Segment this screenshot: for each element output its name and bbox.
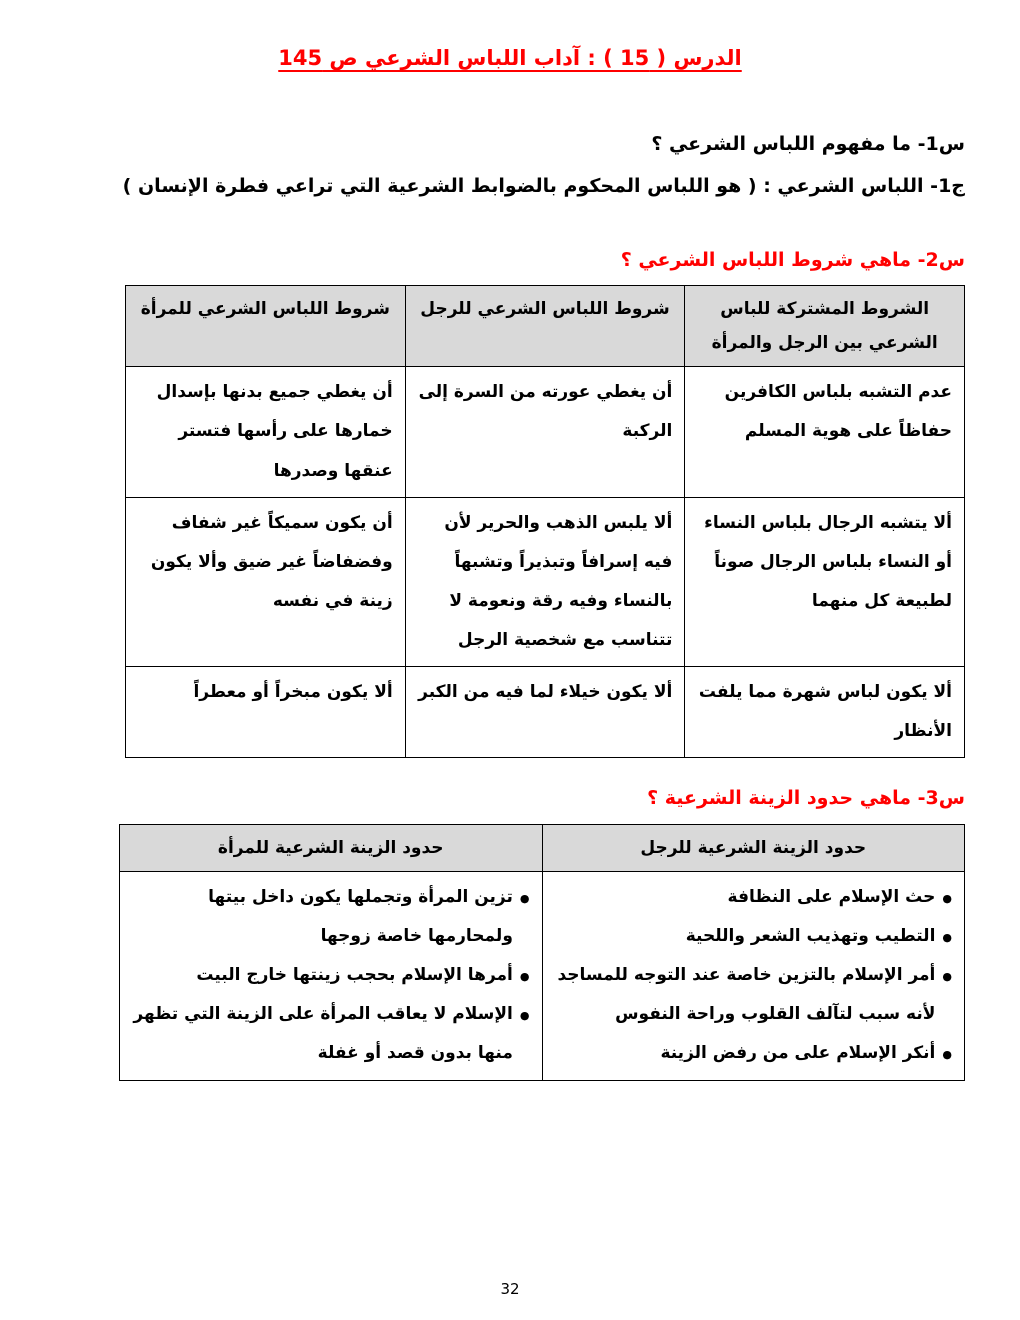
table-cell-women-3: ألا يكون مبخراً أو معطراً: [126, 667, 406, 758]
table-cell-shared-3: ألا يكون لباس شهرة مما يلفت الأنظار: [685, 667, 965, 758]
bullet-icon: [520, 995, 530, 1034]
list-item-text: أمر الإسلام بالتزين خاصة عند التوجه للمساجد لأنه سبب لتآلف القلوب وراحة النفوس: [557, 965, 936, 1025]
question-2: س2- ماهي شروط اللباس الشرعي ؟: [620, 248, 965, 271]
dress-conditions-table: [125, 285, 965, 758]
list-item-text: أنكر الإسلام على من رفض الزينة: [660, 1043, 936, 1064]
table-row: [120, 872, 965, 1080]
adornment-limits-table: [119, 824, 965, 1080]
table-cell-men-2: ألا يلبس الذهب والحرير لأن فيه إسرافاً وتبذيراً وتشبهاً بالنساء وفيه رقة ونعومة لا تتناسب مع شخصية الرجل: [405, 497, 685, 666]
list-item: [555, 1034, 953, 1073]
header-men-adornment: حدود الزينة الشرعية للرجل: [542, 825, 965, 872]
bullet-icon: [942, 878, 952, 917]
header-women-adornment: حدود الزينة الشرعية للمرأة: [120, 825, 543, 872]
header-shared-conditions: الشروط المشتركة للباس الشرعي بين الرجل والمرأة: [685, 286, 965, 367]
list-item: [555, 878, 953, 917]
question-3: س3- ماهي حدود الزينة الشرعية ؟: [647, 787, 965, 810]
table-row: [126, 497, 965, 666]
list-item: [555, 917, 953, 956]
table-cell-women-1: أن يغطي جميع بدنها بإسدال خمارها على رأسها فتستر عنقها وصدرها: [126, 367, 406, 497]
lesson-title: الدرس ( 15 ) : آداب اللباس الشرعي ص 145: [278, 46, 742, 70]
page-number: 32: [500, 1280, 520, 1298]
list-item-text: حث الإسلام على النظافة: [727, 887, 936, 908]
list-item: [132, 995, 530, 1073]
table-row: [126, 667, 965, 758]
bullet-icon: [942, 1034, 952, 1073]
table-row: [126, 367, 965, 497]
bullet-icon: [520, 878, 530, 917]
answer-1: ج1- اللباس الشرعي : ( هو اللباس المحكوم بالضوابط الشرعية التي تراعي فطرة الإنسان ): [122, 174, 965, 197]
table-cell-shared-2: ألا يتشبه الرجال بلباس النساء أو النساء بلباس الرجال صوناً لطبيعة كل منهما: [685, 497, 965, 666]
header-women-conditions: شروط اللباس الشرعي للمرأة: [126, 286, 406, 367]
list-item-text: الإسلام لا يعاقب المرأة على الزينة التي تظهر منها بدون قصد أو غفلة: [133, 1004, 513, 1064]
dress-table-header-row: [126, 286, 965, 367]
list-item-text: تزين المرأة وتجملها يكون داخل بيتها ولمحارمها خاصة زوجها: [208, 887, 513, 947]
adornment-table-header-row: [120, 825, 965, 872]
women-adornment-cell: [120, 872, 543, 1080]
bullet-icon: [942, 917, 952, 956]
table-cell-men-1: أن يغطي عورته من السرة إلى الركبة: [405, 367, 685, 497]
header-men-conditions: شروط اللباس الشرعي للرجل: [405, 286, 685, 367]
list-item-text: التطيب وتهذيب الشعر واللحية: [685, 926, 936, 947]
bullet-icon: [942, 956, 952, 995]
men-adornment-cell: [542, 872, 965, 1080]
list-item: [555, 956, 953, 1034]
table-cell-shared-1: عدم التشبه بلباس الكافرين حفاظاً على هوية المسلم: [685, 367, 965, 497]
question-1: س1- ما مفهوم اللباس الشرعي ؟: [651, 133, 965, 155]
table-cell-women-2: أن يكون سميكاً غير شفاف وفضفاضاً غير ضيق وألا يكون زينة في نفسه: [126, 497, 406, 666]
list-item: [132, 878, 530, 956]
table-cell-men-3: ألا يكون خيلاء لما فيه من الكبر: [405, 667, 685, 758]
bullet-icon: [520, 956, 530, 995]
list-item-text: أمرها الإسلام بحجب زينتها خارج البيت: [196, 965, 513, 986]
list-item: [132, 956, 530, 995]
